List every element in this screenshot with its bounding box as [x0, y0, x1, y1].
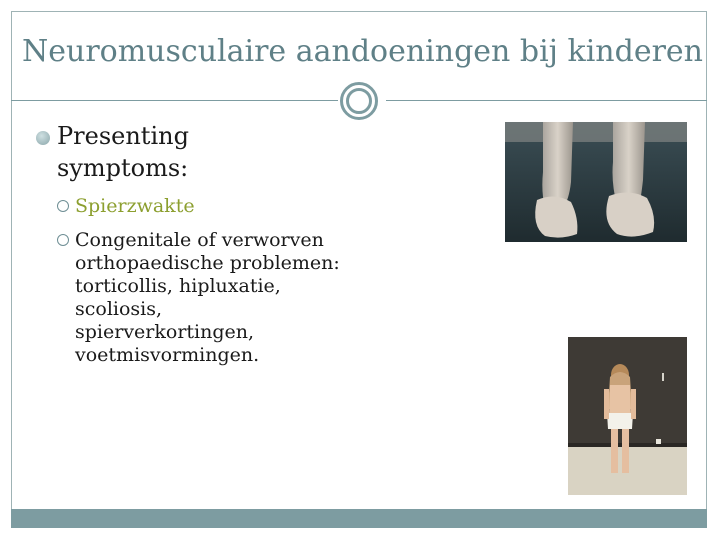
title-rule-left [11, 100, 338, 101]
main-bullet-text: Presenting symptoms: [57, 122, 189, 182]
sub-bullet-circle-icon [57, 200, 69, 212]
title-rule-right [386, 100, 707, 101]
sub-bullet-circle-icon [57, 234, 69, 246]
sub-item-orthopaedic: Congenitale of verworven orthopaedische problemen: torticollis, hipluxatie, scoliosis, spierverkortingen, voetmisvormingen. [75, 229, 340, 366]
ring-ornament-icon [340, 82, 378, 120]
child-standing-photo [568, 337, 687, 495]
bottom-bar [11, 509, 707, 528]
bullet-dot-icon [36, 131, 50, 145]
slide-title: Neuromusculaire aandoeningen bij kinderen [22, 34, 703, 69]
sub-item-spierzwakte: Spierzwakte [75, 195, 195, 217]
feet-photo [505, 122, 687, 242]
